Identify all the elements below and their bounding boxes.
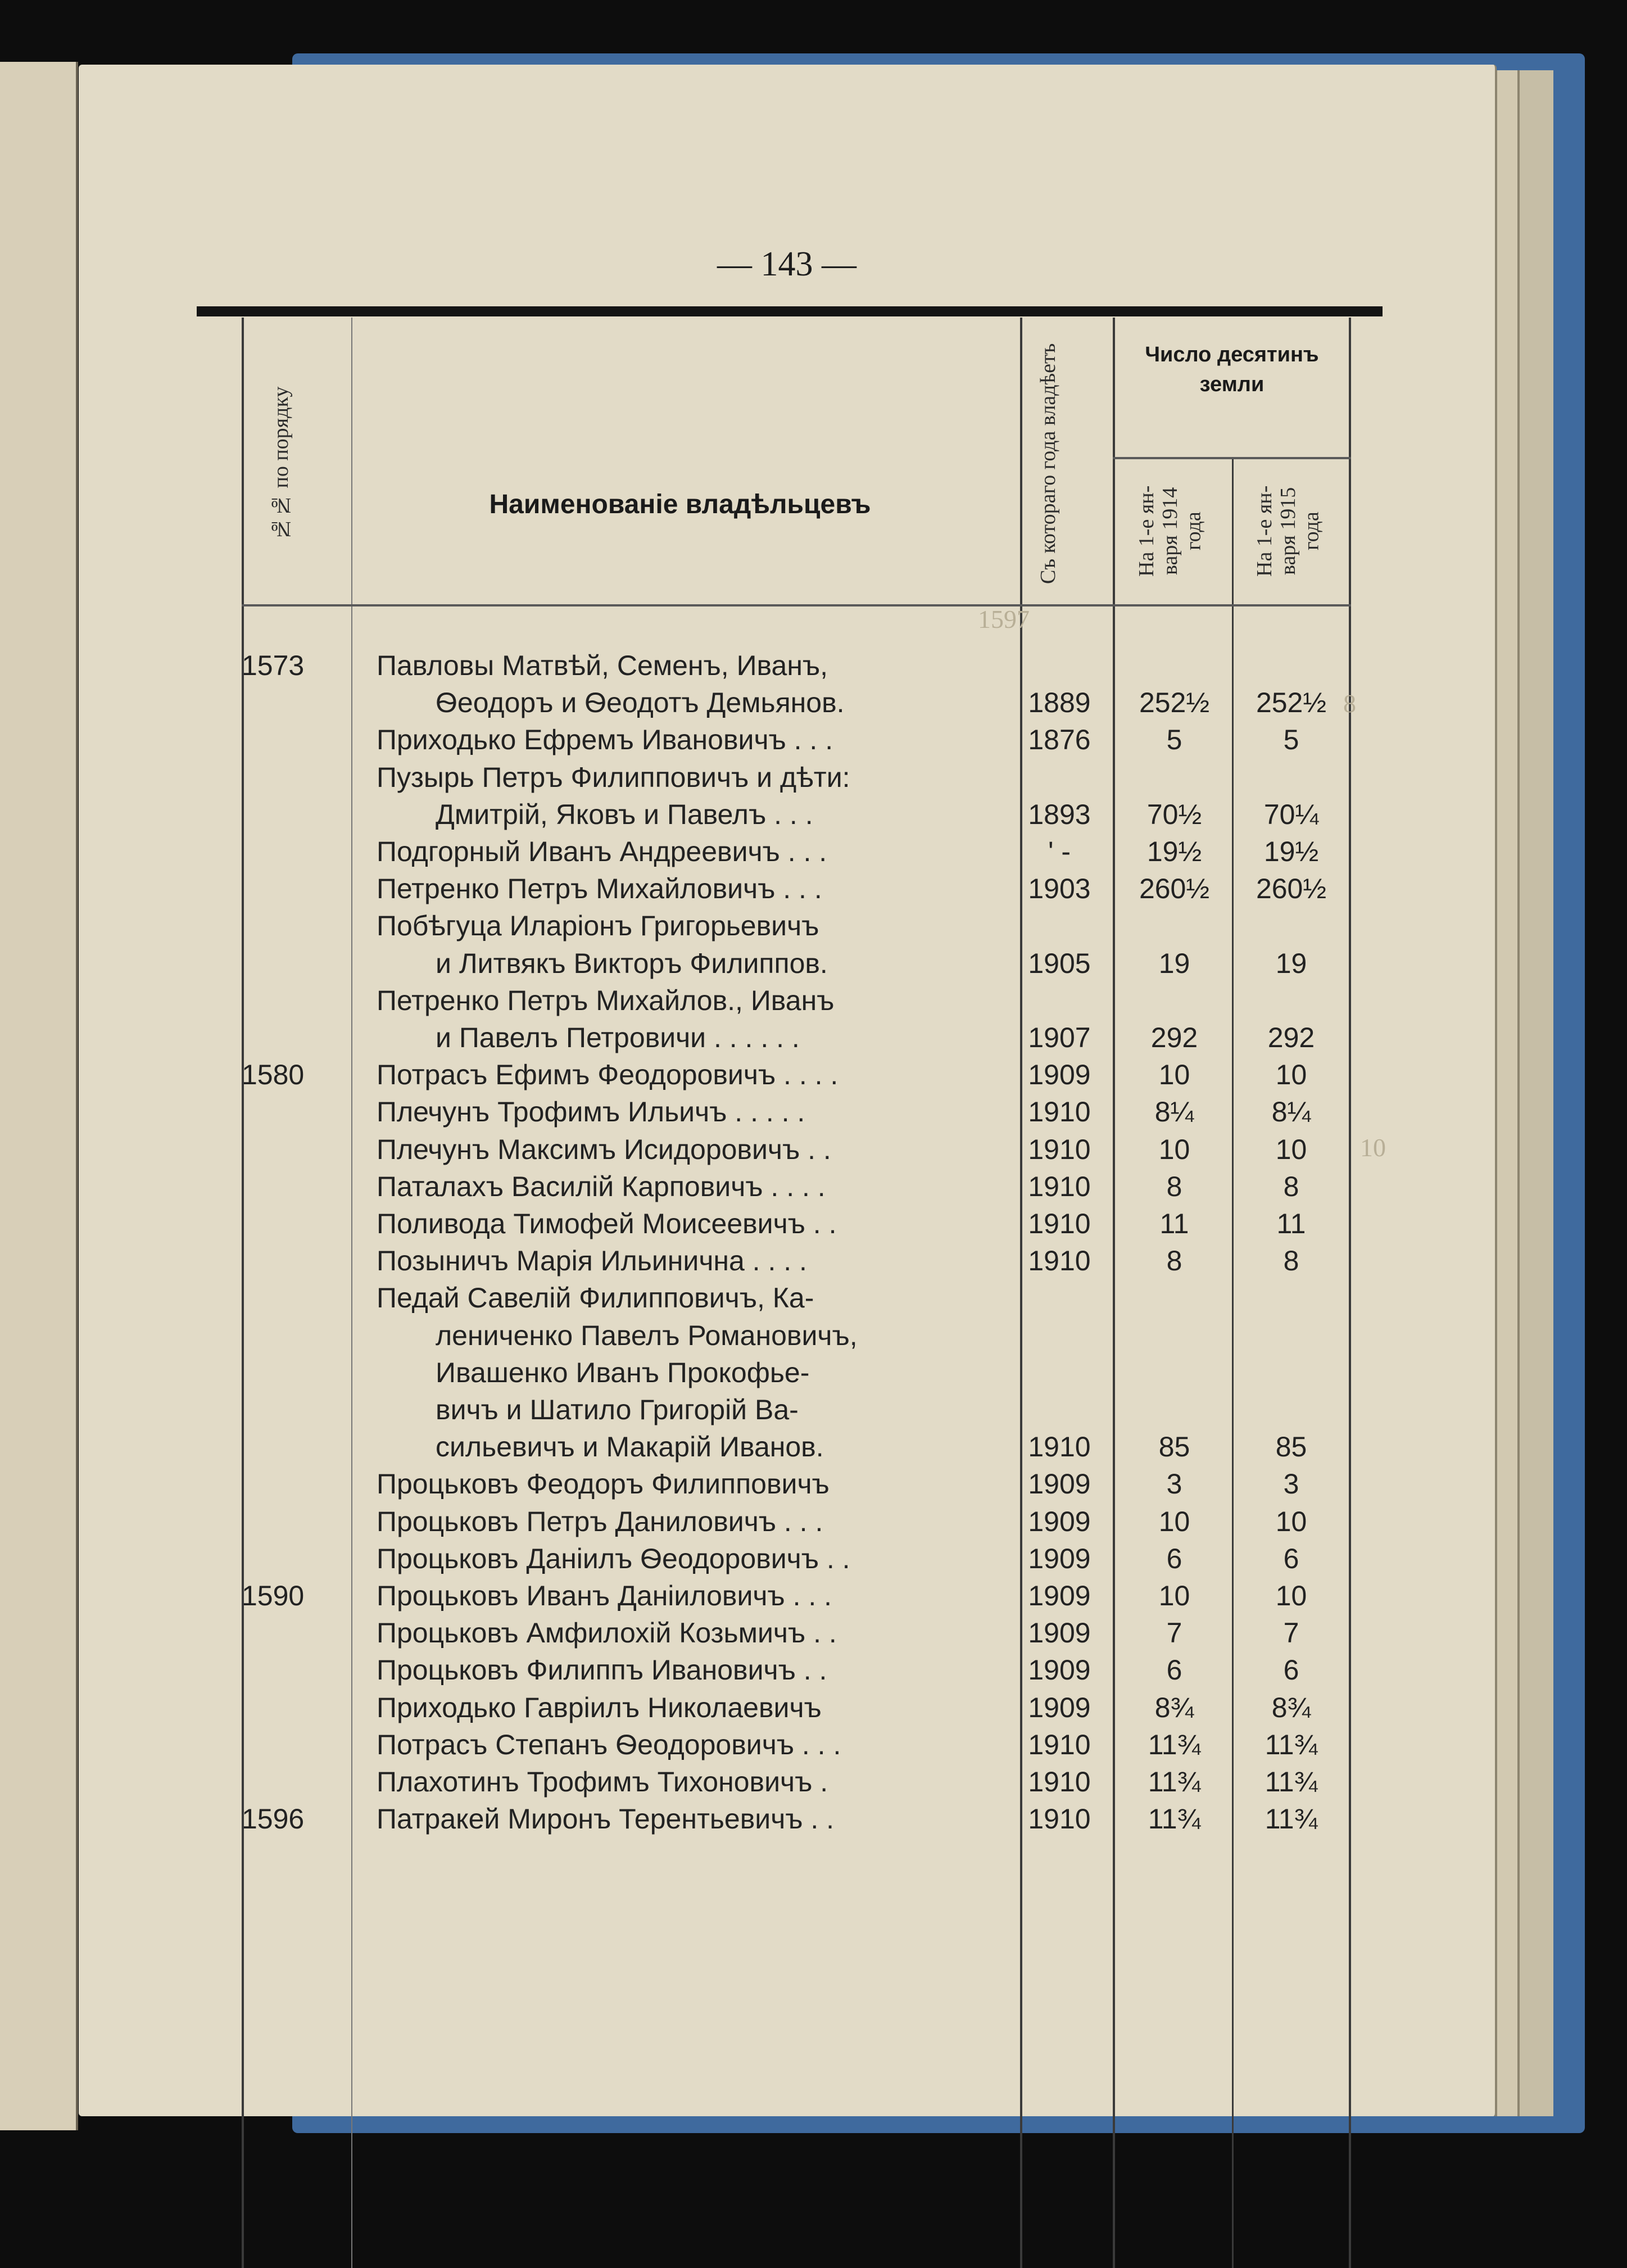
row-land-1915: 5: [1283, 724, 1299, 756]
row-land-1914: 19½: [1146, 836, 1202, 867]
row-year: 1909: [1028, 1691, 1091, 1723]
row-land-1914: 6: [1166, 1542, 1182, 1574]
row-land-1915: 11: [1276, 1208, 1306, 1239]
header-year: Съ котораго года владѣетъ: [1036, 343, 1060, 585]
row-owner-name: Позыничъ Марія Ильинична . . . .: [377, 1245, 807, 1277]
row-number: 1573: [242, 650, 305, 681]
row-owner-name: Пузырь Петръ Филипповичъ и дѣти:: [377, 761, 850, 793]
table-row: [242, 947, 1354, 984]
table-row: [242, 1207, 1354, 1244]
row-owner-name: Процьковъ Даніилъ Ѳеодоровичъ . .: [377, 1542, 850, 1574]
row-owner-name: Павловы Матвѣй, Семенъ, Иванъ,: [377, 650, 828, 681]
row-land-1914: 260½: [1139, 873, 1210, 905]
left-page-edge: [0, 62, 78, 2130]
land-table: [242, 318, 1354, 2268]
row-land-1914: 11: [1159, 1208, 1189, 1239]
row-owner-name: Ивашенко Иванъ Прокофье-: [436, 1356, 810, 1388]
header-subrule: [1113, 457, 1351, 459]
table-row: [242, 723, 1354, 760]
row-land-1915: 10: [1275, 1580, 1307, 1611]
table-row: [242, 872, 1354, 909]
row-owner-name: Процьковъ Феодоръ Филипповичъ: [377, 1468, 830, 1500]
row-owner-name: Процьковъ Петръ Даниловичъ . . .: [377, 1505, 823, 1537]
row-year: 1876: [1028, 724, 1091, 756]
row-owner-name: Процьковъ Амфилохій Козьмичъ . .: [377, 1617, 837, 1649]
row-land-1915: 10: [1275, 1505, 1307, 1537]
page-number: — 143 —: [717, 245, 856, 283]
row-owner-name: Потрасъ Ефимъ Феодоровичъ . . . .: [377, 1059, 839, 1091]
table-row: [242, 1654, 1354, 1691]
bleed-through-text: 10: [1360, 1133, 1386, 1162]
row-year: 1910: [1028, 1133, 1091, 1165]
row-land-1914: 11¾: [1148, 1803, 1201, 1835]
row-owner-name: Петренко Петръ Михайловичъ . . .: [377, 873, 822, 905]
row-land-1915: 6: [1283, 1542, 1299, 1574]
row-land-1915: 11¾: [1265, 1766, 1318, 1798]
table-row: [242, 984, 1354, 1021]
table-row: [242, 1505, 1354, 1542]
table-row: [242, 1021, 1354, 1058]
row-year: 1903: [1028, 873, 1091, 905]
row-land-1914: 8¼: [1154, 1096, 1194, 1128]
row-year: 1893: [1028, 798, 1091, 830]
row-owner-name: Педай Савелій Филипповичъ, Ка-: [377, 1282, 814, 1314]
row-land-1914: 19: [1158, 947, 1190, 979]
row-owner-name: Потрасъ Степанъ Ѳеодоровичъ . . .: [377, 1728, 841, 1760]
table-row: [242, 1244, 1354, 1282]
header-bottom-rule: [242, 604, 1351, 606]
row-owner-name: Плахотинъ Трофимъ Тихоновичъ .: [377, 1766, 828, 1798]
row-owner-name: сильевичъ и Макарій Иванов.: [436, 1431, 824, 1463]
row-year: 1909: [1028, 1654, 1091, 1686]
row-land-1915: 8¼: [1271, 1096, 1311, 1128]
header-1914: На 1-е ян-варя 1914 года: [1135, 485, 1205, 577]
row-year: 1905: [1028, 947, 1091, 979]
row-year: 1909: [1028, 1468, 1091, 1500]
row-land-1915: 11¾: [1265, 1728, 1318, 1760]
row-land-1915: 7: [1283, 1617, 1299, 1649]
row-land-1915: 85: [1275, 1431, 1307, 1463]
table-row: [242, 1803, 1354, 1840]
table-row: [242, 1319, 1354, 1356]
table-row: [242, 1282, 1354, 1319]
bleed-through-text: 1597: [978, 605, 1030, 633]
row-land-1915: 11¾: [1265, 1803, 1318, 1835]
row-land-1915: 19½: [1263, 836, 1319, 867]
row-year: 1909: [1028, 1580, 1091, 1611]
row-land-1915: 3: [1283, 1468, 1299, 1500]
row-land-1914: 8: [1166, 1170, 1182, 1202]
page-stack-edge: [1517, 70, 1553, 2116]
row-owner-name: Поливода Тимофей Моисеевичъ . .: [377, 1208, 837, 1239]
table-row: [242, 686, 1354, 723]
row-owner-name: Плечунъ Трофимъ Ильичъ . . . . .: [377, 1096, 805, 1128]
table-row: [242, 1058, 1354, 1095]
row-owner-name: Патракей Миронъ Терентьевичъ . .: [377, 1803, 835, 1835]
row-year: 1909: [1028, 1542, 1091, 1574]
header-land-count: Число десятинъ земли: [1145, 343, 1319, 397]
header-1915: На 1-е ян-варя 1915 года: [1253, 485, 1324, 577]
row-year: 1909: [1028, 1617, 1091, 1649]
row-land-1914: 10: [1158, 1505, 1190, 1537]
row-year: 1910: [1028, 1245, 1091, 1277]
row-year: 1910: [1028, 1803, 1091, 1835]
row-land-1914: 11¾: [1148, 1728, 1201, 1760]
table-row: [242, 1728, 1354, 1765]
table-row: [242, 1579, 1354, 1617]
row-owner-name: и Литвякъ Викторъ Филиппов.: [436, 947, 828, 979]
row-year: 1910: [1028, 1208, 1091, 1239]
row-land-1915: 260½: [1256, 873, 1327, 905]
row-owner-name: Подгорный Иванъ Андреевичъ . . .: [377, 836, 827, 867]
row-year: 1910: [1028, 1170, 1091, 1202]
row-number: 1596: [242, 1803, 305, 1835]
row-owner-name: вичъ и Шатило Григорій Ва-: [436, 1394, 799, 1425]
row-land-1915: 10: [1275, 1059, 1307, 1091]
row-land-1915: 8¾: [1271, 1691, 1311, 1723]
table-row: [242, 1765, 1354, 1803]
row-land-1915: 8: [1283, 1170, 1299, 1202]
row-year: 1910: [1028, 1431, 1091, 1463]
table-row: [242, 1095, 1354, 1133]
row-land-1915: 8: [1283, 1245, 1299, 1277]
row-owner-name: лениченко Павелъ Романовичъ,: [436, 1319, 858, 1351]
row-land-1915: 6: [1283, 1654, 1299, 1686]
row-number: 1580: [242, 1059, 305, 1091]
table-row: [242, 1430, 1354, 1468]
row-owner-name: Дмитрій, Яковъ и Павелъ . . .: [436, 798, 813, 830]
table-row: [242, 909, 1354, 947]
row-land-1915: 19: [1275, 947, 1307, 979]
row-land-1914: 10: [1158, 1133, 1190, 1165]
row-owner-name: Побѣгуца Иларіонъ Григорьевичъ: [377, 910, 819, 942]
table-row: [242, 798, 1354, 835]
row-year: 1910: [1028, 1728, 1091, 1760]
row-land-1914: 85: [1158, 1431, 1190, 1463]
row-land-1915: 252½: [1256, 687, 1327, 719]
row-year: ' -: [1048, 836, 1071, 867]
row-owner-name: Ѳеодоръ и Ѳеодотъ Демьянов.: [436, 687, 845, 719]
header-owners: Наименованіе владѣльцевъ: [489, 490, 871, 519]
row-owner-name: Приходько Ефремъ Ивановичъ . . .: [377, 724, 833, 756]
table-row: [242, 649, 1354, 686]
row-year: 1909: [1028, 1059, 1091, 1091]
row-land-1914: 5: [1166, 724, 1182, 756]
row-owner-name: Плечунъ Максимъ Исидоровичъ . .: [377, 1133, 831, 1165]
row-number: 1590: [242, 1580, 305, 1611]
table-row: [242, 1170, 1354, 1207]
row-year: 1910: [1028, 1766, 1091, 1798]
row-owner-name: Петренко Петръ Михайлов., Иванъ: [377, 984, 835, 1016]
row-owner-name: и Павелъ Петровичи . . . . . .: [436, 1022, 800, 1053]
table-row: [242, 1393, 1354, 1430]
row-land-1914: 11¾: [1148, 1766, 1201, 1798]
table-row: [242, 1617, 1354, 1654]
row-year: 1909: [1028, 1505, 1091, 1537]
table-row: [242, 1133, 1354, 1170]
table-row: [242, 761, 1354, 798]
row-land-1915: 10: [1275, 1133, 1307, 1165]
table-top-rule: [197, 306, 1383, 316]
row-land-1914: 70½: [1146, 798, 1202, 830]
row-land-1914: 6: [1166, 1654, 1182, 1686]
row-land-1914: 10: [1158, 1580, 1190, 1611]
row-owner-name: Процьковъ Филиппъ Ивановичъ . .: [377, 1654, 827, 1686]
book-page: [79, 65, 1497, 2116]
row-land-1914: 292: [1150, 1022, 1198, 1053]
row-land-1914: 7: [1166, 1617, 1182, 1649]
bleed-through-text: 8: [1343, 689, 1356, 718]
row-owner-name: Приходько Гавріилъ Николаевичъ: [377, 1691, 822, 1723]
row-year: 1910: [1028, 1096, 1091, 1128]
row-land-1914: 252½: [1139, 687, 1210, 719]
table-row: [242, 1691, 1354, 1728]
table-row: [242, 1356, 1354, 1393]
row-land-1915: 70¼: [1263, 798, 1319, 830]
row-land-1914: 8¾: [1154, 1691, 1194, 1723]
row-land-1914: 10: [1158, 1059, 1190, 1091]
row-owner-name: Процьковъ Иванъ Даніиловичъ . . .: [377, 1580, 832, 1611]
row-year: 1889: [1028, 687, 1091, 719]
row-year: 1907: [1028, 1022, 1091, 1053]
table-row: [242, 1542, 1354, 1579]
row-land-1915: 292: [1267, 1022, 1315, 1053]
table-row: [242, 835, 1354, 872]
table-row: [242, 1468, 1354, 1505]
header-number: №№ по порядку: [269, 386, 293, 541]
row-land-1914: 3: [1166, 1468, 1182, 1500]
row-land-1914: 8: [1166, 1245, 1182, 1277]
row-owner-name: Паталахъ Василій Карповичъ . . . .: [377, 1170, 826, 1202]
